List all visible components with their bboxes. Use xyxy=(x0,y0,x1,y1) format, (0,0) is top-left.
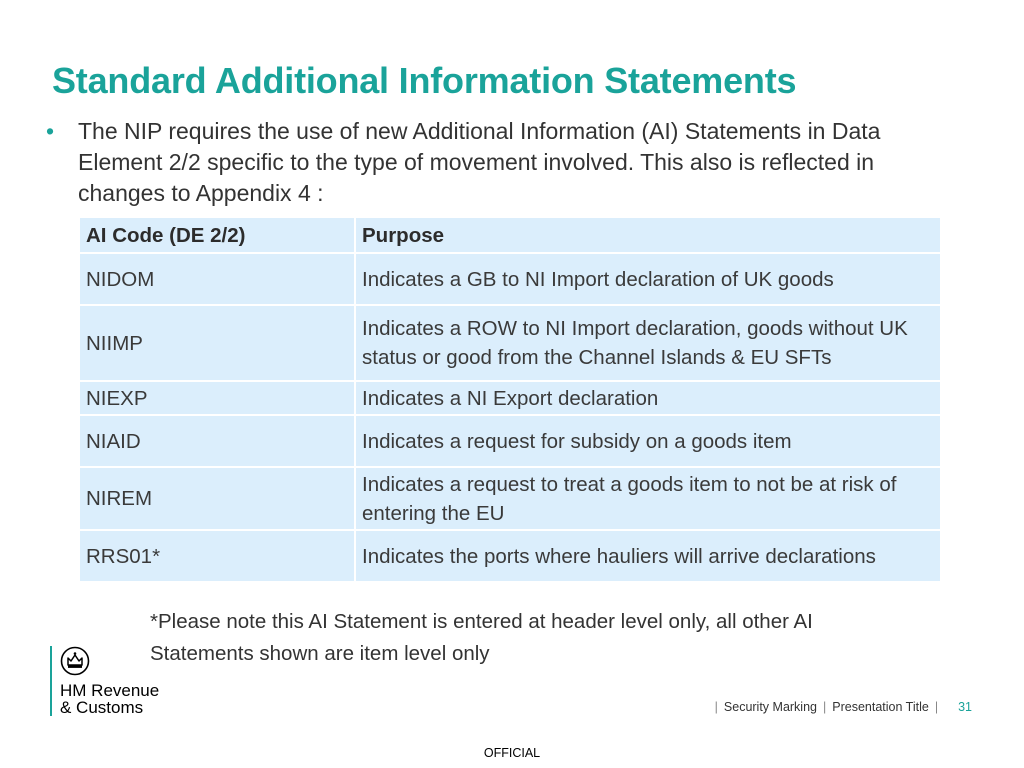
cell-purpose: Indicates the ports where hauliers will arrive declarations xyxy=(355,530,941,582)
table-row xyxy=(79,530,941,582)
security-marking: Security Marking xyxy=(723,700,817,714)
table-header-row xyxy=(79,217,941,253)
cell-code: NIREM xyxy=(79,467,355,530)
classification-label: OFFICIAL xyxy=(483,746,541,760)
cell-purpose: Indicates a request for subsidy on a goods item xyxy=(355,415,941,467)
cell-code: NIEXP xyxy=(79,381,355,415)
cell-purpose: Indicates a NI Export declaration xyxy=(355,381,941,415)
header-ai-code: AI Code (DE 2/2) xyxy=(79,217,355,253)
page-number: 31 xyxy=(958,700,972,714)
cell-code: NIAID xyxy=(79,415,355,467)
slide-title: Standard Additional Information Statements xyxy=(52,60,797,101)
logo-line-1: HM Revenue xyxy=(60,681,160,700)
logo-line-2: & Customs xyxy=(60,698,144,717)
cell-code: NIIMP xyxy=(79,305,355,381)
header-purpose: Purpose xyxy=(355,217,941,253)
intro-bullet xyxy=(46,116,926,209)
footer-separator: | xyxy=(823,700,827,714)
table-row xyxy=(79,381,941,415)
hmrc-logo xyxy=(50,646,180,716)
cell-code: RRS01* xyxy=(79,530,355,582)
bullet-icon: • xyxy=(46,118,55,144)
royal-crest-icon xyxy=(60,646,90,676)
footer-separator: | xyxy=(934,700,939,714)
table-row xyxy=(79,253,941,305)
slide-footer xyxy=(709,700,972,714)
presentation-title: Presentation Title xyxy=(832,700,929,714)
intro-text: The NIP requires the use of new Additional Information (AI) Statements in Data Element 2/2 specific to the type of movement involved. This also is reflected in changes to Appendix 4 : xyxy=(78,118,881,206)
cell-purpose: Indicates a ROW to NI Import declaration, goods without UK status or good from the Channel Islands & EU SFTs xyxy=(355,305,941,381)
footnote: *Please note this AI Statement is entered at header level only, all other AI Statements shown are item level only xyxy=(150,610,813,665)
cell-code: NIDOM xyxy=(79,253,355,305)
cell-purpose: Indicates a GB to NI Import declaration of UK goods xyxy=(355,253,941,305)
table-row xyxy=(79,305,941,381)
ai-codes-table xyxy=(78,216,942,583)
table-row xyxy=(79,467,941,530)
table-row xyxy=(79,415,941,467)
cell-purpose: Indicates a request to treat a goods item to not be at risk of entering the EU xyxy=(355,467,941,530)
footer-separator: | xyxy=(714,700,718,714)
